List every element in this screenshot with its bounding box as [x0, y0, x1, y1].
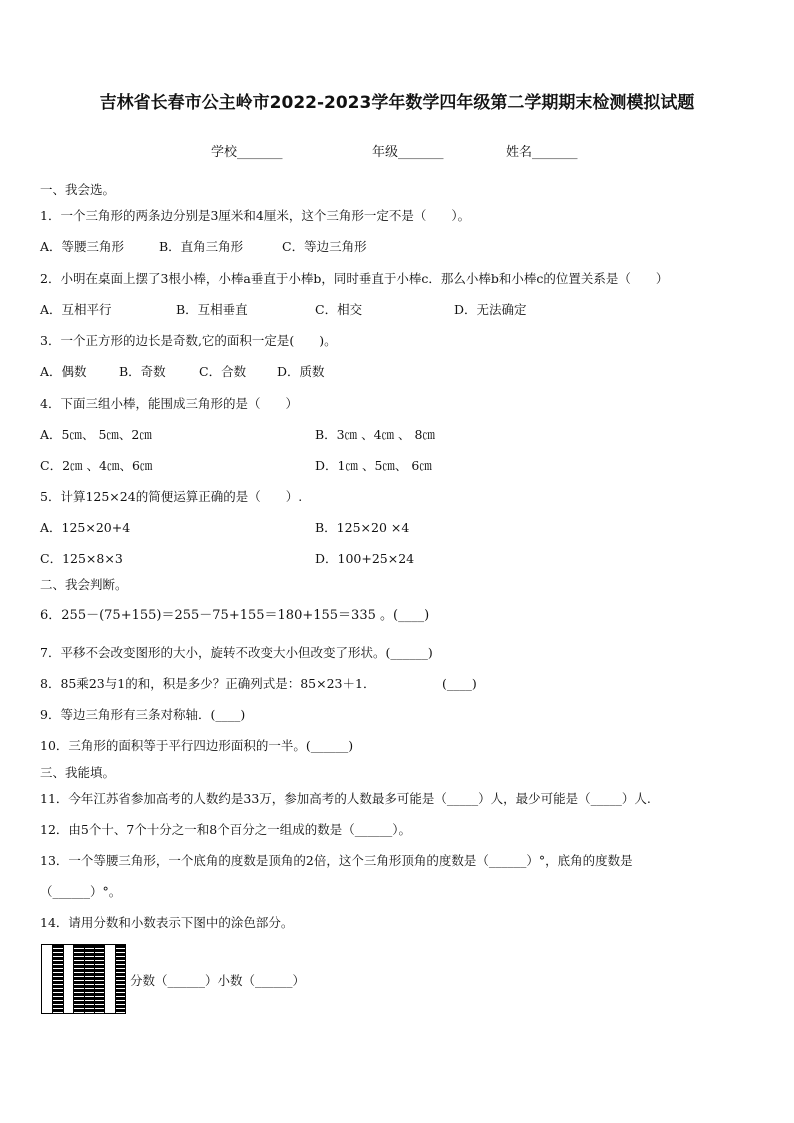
section-heading-fill: 三、我能填。: [40, 765, 116, 780]
column-divider: [52, 945, 53, 1013]
q5-option-b[interactable]: B．125×20 ×4: [315, 520, 410, 535]
column-divider: [84, 945, 85, 1013]
question-13-line-1: 13．一个等腰三角形，一个底角的度数是顶角的2倍，这个三角形顶角的度数是（______）°，底角的度数是: [40, 853, 633, 868]
blank-column: [63, 945, 73, 1013]
blank-column: [42, 945, 52, 1013]
q2-option-b[interactable]: B．互相垂直: [176, 302, 248, 317]
question-1: 1．一个三角形的两条边分别是3厘米和4厘米，这个三角形一定不是（ ）。: [40, 208, 471, 223]
question-11: 11．今年江苏省参加高考的人数约是33万，参加高考的人数最多可能是（_____）人，最少可能是（_____）人.: [40, 791, 651, 806]
question-13-line-2: （______）°。: [40, 884, 122, 899]
question-8-blank[interactable]: (____): [442, 676, 477, 691]
question-9: 9．等边三角形有三条对称轴．(____): [40, 707, 246, 722]
question-5: 5．计算125×24的简便运算正确的是（ ）.: [40, 489, 303, 504]
question-6: 6．255－(75+155)＝255－75+155＝180+155＝335 。(____): [40, 608, 430, 623]
school-field[interactable]: 学校_______: [211, 145, 283, 160]
q4-option-d[interactable]: D．1㎝ 、5㎝、 6㎝: [315, 458, 432, 473]
q3-option-a[interactable]: A．偶数: [40, 364, 87, 379]
shaded-rectangle-figure: [41, 944, 126, 1014]
grade-field[interactable]: 年级_______: [372, 145, 444, 160]
question-14-answer: 分数（______）小数（______）: [130, 973, 306, 988]
q3-option-c[interactable]: C．合数: [199, 364, 247, 379]
question-12: 12．由5个十、7个十分之一和8个百分之一组成的数是（______）。: [40, 822, 412, 837]
section-heading-choice: 一、我会选。: [40, 182, 116, 197]
q2-option-d[interactable]: D．无法确定: [454, 302, 527, 317]
question-14: 14．请用分数和小数表示下图中的涂色部分。: [40, 915, 294, 930]
shaded-column: [84, 945, 94, 1013]
q4-option-b[interactable]: B．3㎝ 、4㎝ 、 8㎝: [315, 427, 435, 442]
section-heading-judge: 二、我会判断。: [40, 577, 128, 592]
q2-option-c[interactable]: C．相交: [315, 302, 363, 317]
name-field[interactable]: 姓名_______: [506, 145, 578, 160]
column-divider: [104, 945, 105, 1013]
question-3: 3．一个正方形的边长是奇数,它的面积一定是( )。: [40, 333, 337, 348]
question-10: 10．三角形的面积等于平行四边形面积的一半。(______): [40, 738, 354, 753]
shaded-column: [94, 945, 104, 1013]
q1-option-a[interactable]: A．等腰三角形: [40, 239, 125, 254]
q3-option-b[interactable]: B．奇数: [119, 364, 166, 379]
q1-option-c[interactable]: C．等边三角形: [282, 239, 367, 254]
question-7: 7．平移不会改变图形的大小，旋转不改变大小但改变了形状。(______): [40, 645, 433, 660]
q5-option-d[interactable]: D．100+25×24: [315, 551, 415, 566]
question-8: 8．85乘23与1的和，积是多少？正确列式是：85×23＋1．: [40, 676, 376, 691]
shaded-column: [73, 945, 83, 1013]
blank-column: [104, 945, 114, 1013]
q4-option-c[interactable]: C．2㎝ 、4㎝、6㎝: [40, 458, 153, 473]
q5-option-c[interactable]: C．125×8×3: [40, 551, 123, 566]
q5-option-a[interactable]: A．125×20+4: [40, 520, 131, 535]
column-divider: [115, 945, 116, 1013]
column-divider: [63, 945, 64, 1013]
column-divider: [94, 945, 95, 1013]
column-divider: [73, 945, 74, 1013]
q2-option-a[interactable]: A．互相平行: [40, 302, 112, 317]
page-title: 吉林省长春市公主岭市2022-2023学年数学四年级第二学期期末检测模拟试题: [99, 93, 695, 113]
shaded-column: [115, 945, 125, 1013]
q4-option-a[interactable]: A．5㎝、 5㎝、2㎝: [40, 427, 152, 442]
q3-option-d[interactable]: D．质数: [277, 364, 325, 379]
question-2: 2．小明在桌面上摆了3根小棒，小棒a垂直于小棒b，同时垂直于小棒c．那么小棒b和小棒c的位置关系是（ ）: [40, 271, 669, 286]
question-4: 4．下面三组小棒，能围成三角形的是（ ）: [40, 396, 298, 411]
shaded-column: [52, 945, 62, 1013]
q1-option-b[interactable]: B．直角三角形: [159, 239, 244, 254]
